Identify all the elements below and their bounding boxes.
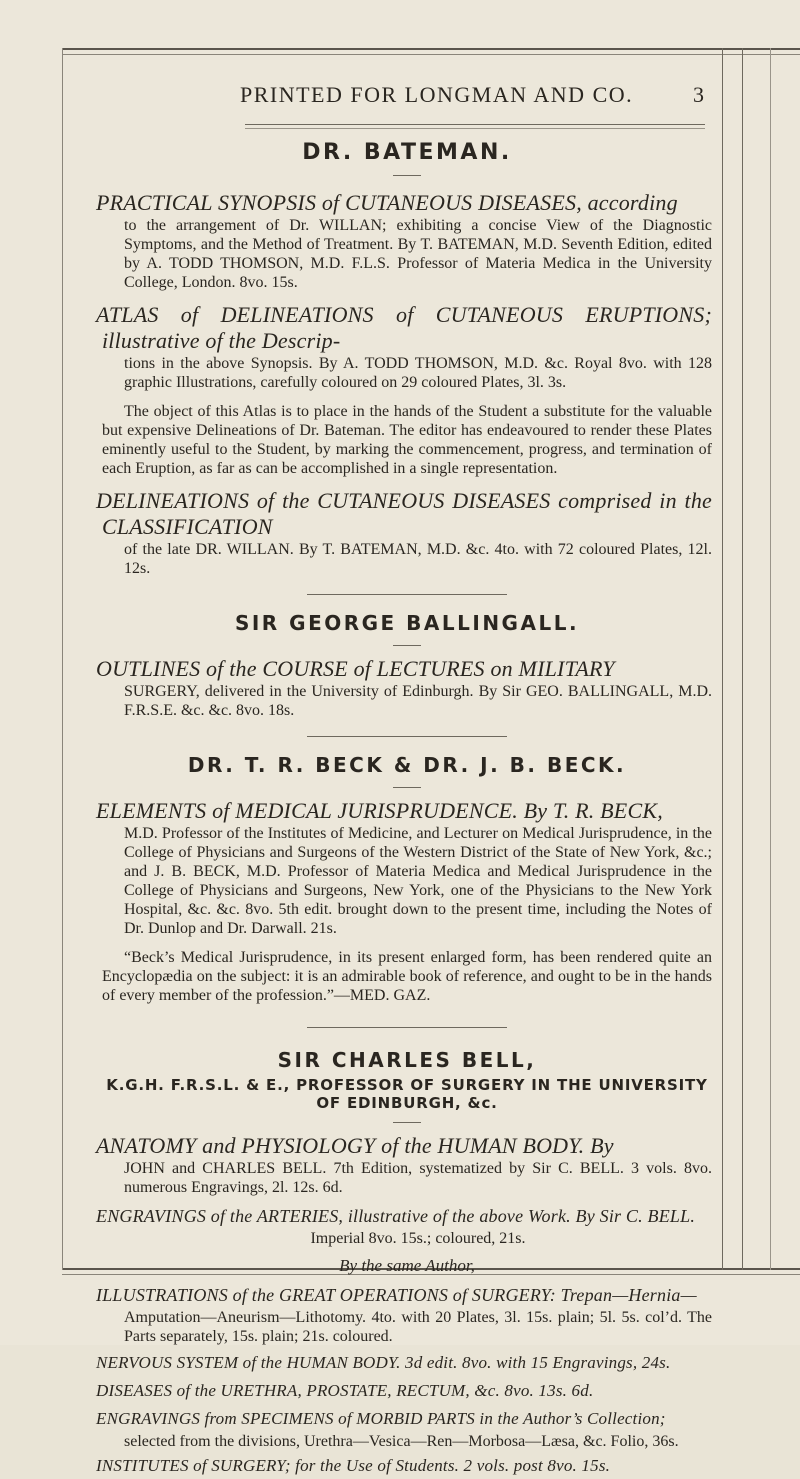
- frame-rule-right-3: [770, 48, 771, 1270]
- entry-title: INSTITUTES of SURGERY; for the Use of Students. 2 vols. post 8vo. 15s.: [96, 1456, 611, 1475]
- entry-title: OUTLINES of the COURSE of LECTURES on MILITARY: [96, 656, 615, 681]
- entry-practical-synopsis: [96, 190, 712, 292]
- header-rule: [245, 124, 705, 125]
- entry-body: selected from the divisions, Urethra—Vesica—Ren—Morbosa—Læsa, &c. Folio, 36s.: [124, 1433, 679, 1450]
- section-rule: [307, 1027, 507, 1028]
- frame-rule-left: [62, 48, 63, 1270]
- dash-rule: [393, 645, 421, 646]
- entry-title: NERVOUS SYSTEM of the HUMAN BODY. 3d edit. 8vo. with 15 Engravings, 24s.: [96, 1353, 671, 1372]
- entry-body: to the arrangement of Dr. WILLAN; exhibiting a concise View of the Diagnostic Symptoms, and the Method of Treatment. By T. BATEMAN, M.D. Seventh Edition, edited by A. TODD THOMSON, M.D. F.L.S. Professor of Materia Medica in the University College, London. 8vo. 15s.: [124, 217, 712, 291]
- entry-title: ANATOMY and PHYSIOLOGY of the HUMAN BODY. By: [96, 1133, 614, 1158]
- running-title: PRINTED FOR LONGMAN AND CO.: [240, 82, 634, 107]
- entry-illustrations: [96, 1282, 712, 1346]
- entry-title: ENGRAVINGS from SPECIMENS of MORBID PARTS in the Author’s Collection;: [96, 1409, 666, 1428]
- author-heading-ballingall: SIR GEORGE BALLINGALL.: [234, 611, 580, 635]
- entry-title: PRACTICAL SYNOPSIS of CUTANEOUS DISEASES, according: [96, 190, 678, 215]
- author-heading-bell: SIR CHARLES BELL,: [277, 1048, 537, 1072]
- header-rule-inner: [245, 128, 705, 129]
- frame-rule-top-inner: [62, 54, 800, 55]
- entry-body: JOHN and CHARLES BELL. 7th Edition, systematized by Sir C. BELL. 3 vols. 8vo. numerous Engravings, 2l. 12s. 6d.: [124, 1160, 712, 1196]
- entry-body: of the late DR. WILLAN. By T. BATEMAN, M.D. &c. 4to. with 72 coloured Plates, 12l. 12s.: [124, 541, 712, 577]
- frame-rule-top: [62, 48, 800, 50]
- section-rule: [307, 736, 507, 737]
- entry-nervous-system: [96, 1350, 712, 1376]
- entry-engravings-arteries: [96, 1203, 712, 1248]
- same-author-line: By the same Author,: [339, 1256, 475, 1275]
- entry-title: ATLAS of DELINEATIONS of CUTANEOUS ERUPTIONS; illustrative of the Descrip-: [96, 302, 712, 353]
- entry-body: M.D. Professor of the Institutes of Medicine, and Lecturer on Medical Jurisprudence, in the College of Physicians and Surgeons of the Western District of the State of New York, &c.; and J. B. BECK, M.D. Professor of Materia Medica and Medical Jurisprudence in the College of Physicians and Surgeons, New York, one of the Physicians to the New York Hospital, &c. &c. 8vo. 5th edit. brought down to the present time, including the Notes of Dr. Dunlop and Dr. Darwall. 21s.: [124, 825, 712, 937]
- entry-delineations: [96, 488, 712, 578]
- frame-rule-right-2: [742, 48, 743, 1270]
- dash-rule: [393, 1122, 421, 1123]
- entry-engravings-specimens: [96, 1406, 712, 1451]
- entry-body: tions in the above Synopsis. By A. TODD THOMSON, M.D. &c. Royal 8vo. with 128 graphic Illustrations, carefully coloured on 29 coloured Plates, 3l. 3s.: [124, 355, 712, 391]
- entry-body: Amputation—Aneurism—Lithotomy. 4to. with 20 Plates, 3l. 15s. plain; 5l. 5s. col’d. The Parts separately, 15s. plain; 21s. coloured.: [124, 1309, 712, 1345]
- entry-body: SURGERY, delivered in the University of Edinburgh. By Sir GEO. BALLINGALL, M.D. F.R.S.E. &c. &c. 8vo. 18s.: [124, 683, 712, 719]
- entry-body: Imperial 8vo. 15s.; coloured, 21s.: [310, 1230, 526, 1247]
- entry-anatomy: [96, 1133, 712, 1197]
- page-content: [96, 140, 712, 1479]
- entry-title: ELEMENTS of MEDICAL JURISPRUDENCE. By T. R. BECK,: [96, 798, 663, 823]
- author-heading-beck: DR. T. R. BECK & DR. J. B. BECK.: [187, 753, 627, 777]
- note-atlas: The object of this Atlas is to place in the hands of the Student a substitute for the valuable but expensive Delineations of Dr. Bateman. The editor has endeavoured to render these Plates eminently useful to the Student, by marking the commencement, progress, and termination of each Eruption, as far as can be accomplished in a single representation.: [102, 403, 712, 477]
- entry-title: DISEASES of the URETHRA, PROSTATE, RECTUM, &c. 8vo. 13s. 6d.: [96, 1381, 594, 1400]
- entry-title: ILLUSTRATIONS of the GREAT OPERATIONS of SURGERY: Trepan—Hernia—: [96, 1285, 697, 1305]
- entry-outlines: [96, 656, 712, 720]
- author-credentials: K.G.H. F.R.S.L. & E., PROFESSOR OF SURGERY IN THE UNIVERSITY OF EDINBURGH, &c.: [106, 1076, 708, 1112]
- entry-atlas: [96, 302, 712, 392]
- note-review-quote: “Beck’s Medical Jurisprudence, in its present enlarged form, has been rendered quite an Encyclopædia on the subject: it is an admirable book of reference, and ought to be in the hands of every member of the profession.”—MED. GAZ.: [102, 949, 712, 1004]
- dash-rule: [393, 787, 421, 788]
- section-rule: [307, 594, 507, 595]
- entry-elements: [96, 798, 712, 938]
- frame-rule-right-1: [722, 48, 723, 1270]
- author-heading-bateman: DR. BATEMAN.: [302, 140, 512, 165]
- entry-title: ENGRAVINGS of the ARTERIES, illustrative of the above Work. By Sir C. BELL.: [96, 1206, 696, 1226]
- page-number: 3: [693, 82, 704, 107]
- entry-diseases-urethra: [96, 1378, 712, 1404]
- entry-institutes: [96, 1453, 712, 1479]
- dash-rule: [393, 175, 421, 176]
- entry-title: DELINEATIONS of the CUTANEOUS DISEASES comprised in the CLASSIFICATION: [96, 488, 712, 539]
